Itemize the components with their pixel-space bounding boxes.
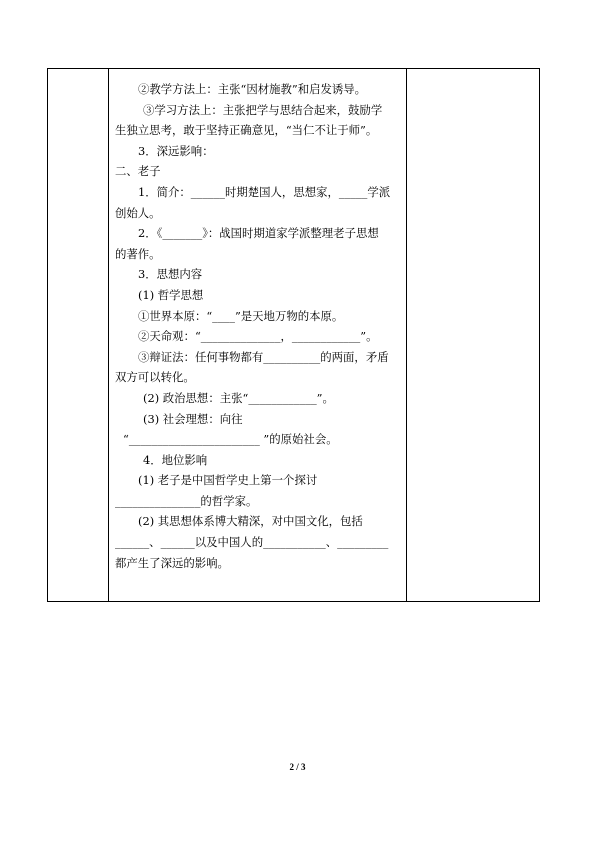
table-cell-content bbox=[109, 69, 407, 602]
text-line: 的著作。 bbox=[115, 246, 161, 261]
lesson-content bbox=[109, 69, 406, 573]
text-line: (2) 政治思想：主张“____________”。 bbox=[143, 390, 334, 405]
text-line: 2．《_______》：战国时期道家学派整理老子思想 bbox=[138, 226, 379, 241]
table-cell-left bbox=[48, 69, 109, 602]
text-line: ______、______以及中国人的___________、_________ bbox=[115, 535, 389, 550]
text-line: ②天命观：“______________，____________”。 bbox=[138, 329, 378, 344]
text-line: ②教学方法上：主张“因材施教”和启发诱导。 bbox=[138, 82, 367, 96]
text-line: 生独立思考，敢于坚持正确意见，“当仁不让于师”。 bbox=[115, 123, 378, 138]
lesson-table bbox=[47, 68, 540, 602]
text-line: _______________的哲学家。 bbox=[115, 493, 258, 508]
text-line: (3) 社会理想：向往 bbox=[143, 411, 243, 426]
text-line: 3．深远影响： bbox=[138, 143, 214, 158]
table-row bbox=[48, 69, 540, 602]
text-line: ①世界本原：“____”是天地万物的本原。 bbox=[138, 308, 344, 323]
text-line: 双方可以转化。 bbox=[115, 370, 195, 385]
text-line: (1) 哲学思想 bbox=[138, 287, 204, 302]
table-cell-right bbox=[407, 69, 540, 602]
text-line: ③学习方法上：主张把学与思结合起来，鼓励学 bbox=[143, 102, 383, 117]
text-line: (1) 老子是中国哲学史上第一个探讨 bbox=[138, 473, 318, 488]
text-line: 3．思想内容 bbox=[138, 267, 203, 282]
text-line: 都产生了深远的影响。 bbox=[115, 555, 229, 570]
page-number: 2 / 3 bbox=[289, 762, 306, 772]
text-line: 1．简介：______时期楚国人，思想家，_____学派 bbox=[138, 184, 391, 199]
text-line: “_______________________ ”的原始社会。 bbox=[123, 432, 338, 447]
section-heading: 二、老子 bbox=[115, 164, 161, 179]
text-line: (2) 其思想体系博大精深，对中国文化，包括 bbox=[138, 514, 363, 529]
text-line: 创始人。 bbox=[115, 205, 161, 220]
text-line: ③辩证法：任何事物都有__________的两面，矛盾 bbox=[138, 349, 389, 364]
text-line: 4．地位影响 bbox=[143, 452, 208, 467]
